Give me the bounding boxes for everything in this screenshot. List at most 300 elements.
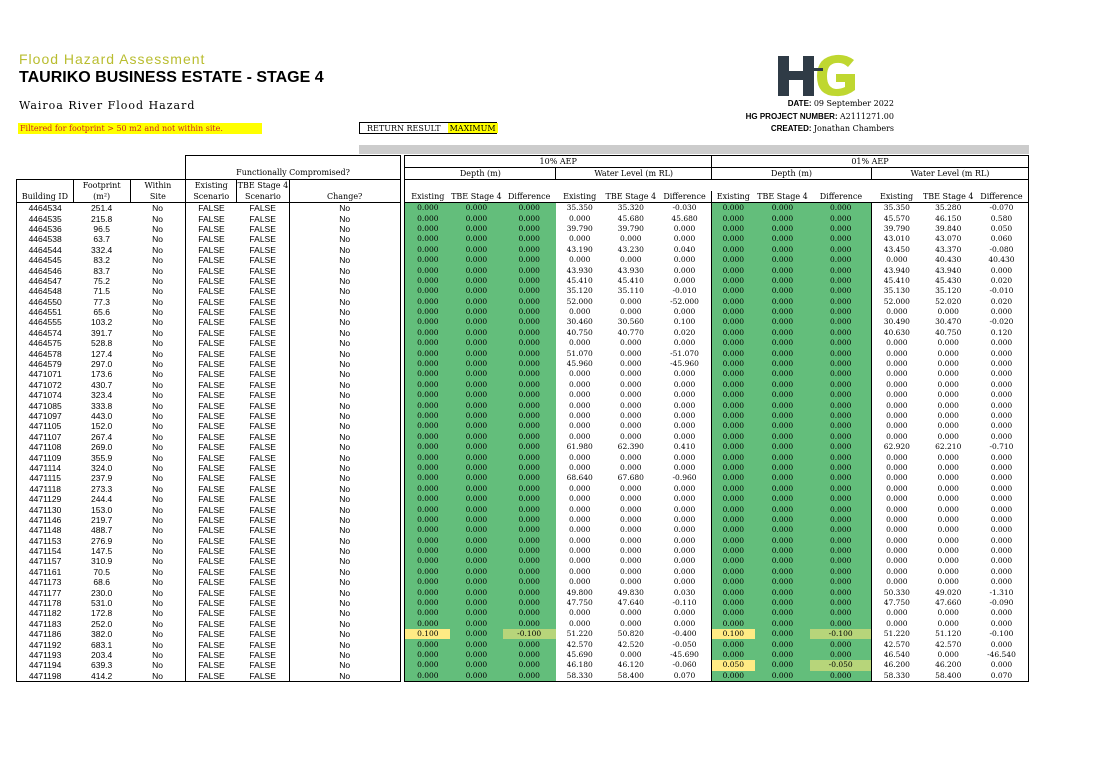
cell-value: -0.060: [658, 660, 711, 670]
cell-tbe: FALSE: [249, 618, 276, 629]
cell-value: 0.000: [503, 317, 556, 327]
cell-value: 0.000: [755, 536, 811, 546]
cell-value: -1.310: [975, 587, 1029, 597]
cell-value: 0.000: [405, 203, 450, 214]
cell-value: 0.000: [450, 598, 502, 608]
cell-building-id: 4464538: [17, 234, 74, 244]
cell-footprint: 230.0: [91, 587, 113, 598]
cell-value: 43.230: [617, 244, 644, 254]
cell-footprint: 96.5: [93, 223, 110, 234]
cell-value: 0.000: [568, 462, 591, 472]
cell-value: 0.000: [503, 671, 556, 682]
cell-value: 0.000: [975, 473, 1029, 483]
cell-value: 0.000: [937, 566, 959, 576]
cell-within-site: No: [152, 566, 164, 577]
table-row: [17, 255, 1029, 265]
table-row: [17, 307, 1029, 317]
cell-value: 0.000: [620, 431, 642, 441]
cell-value: 0.000: [450, 369, 502, 379]
cell-building-id: 4471130: [17, 504, 74, 514]
cell-existing: FALSE: [186, 494, 237, 504]
cell-within-site: No: [152, 639, 164, 650]
cell-value: 52.020: [935, 296, 962, 306]
cell-footprint: 152.0: [91, 421, 113, 432]
cell-tbe: FALSE: [249, 379, 276, 390]
cell-value: 0.000: [503, 452, 556, 462]
cell-value: 0.000: [810, 265, 871, 275]
cell-value: 0.000: [658, 452, 711, 462]
cell-value: 0.000: [503, 234, 556, 244]
cell-value: 46.540: [872, 650, 922, 660]
cell-change: No: [289, 629, 400, 639]
cell-value: 0.000: [405, 265, 450, 275]
cell-tbe: FALSE: [249, 275, 276, 286]
cell-value: 51.220: [872, 629, 922, 639]
cell-value: 0.000: [405, 276, 450, 286]
cell-value: 0.000: [975, 660, 1029, 670]
table-row: [17, 587, 1029, 597]
cell-value: 50.820: [617, 629, 644, 639]
cell-existing: FALSE: [186, 473, 237, 483]
cell-tbe: FALSE: [249, 411, 276, 421]
cell-value: 0.000: [810, 432, 871, 442]
cell-value: 0.000: [503, 213, 556, 223]
cell-value: 0.000: [503, 245, 556, 255]
cell-value: 0.000: [658, 515, 711, 525]
cell-value: 0.000: [405, 619, 450, 629]
header-depth-01: Depth (m): [712, 168, 872, 180]
cell-value: 0.000: [620, 546, 642, 556]
table-row: [17, 348, 1029, 358]
cell-footprint: 297.0: [91, 359, 113, 370]
cell-change: No: [289, 286, 400, 296]
cell-value: 0.000: [810, 286, 871, 296]
cell-value: 0.000: [712, 556, 755, 566]
cell-change: No: [289, 556, 400, 566]
cell-building-id: 4471146: [17, 515, 74, 525]
cell-value: 0.000: [975, 452, 1029, 462]
cell-change: No: [289, 639, 400, 649]
cell-value: 0.000: [450, 328, 502, 338]
cell-value: 0.000: [712, 265, 755, 275]
table-row: [17, 598, 1029, 608]
cell-value: 0.000: [712, 432, 755, 442]
cell-value: 0.000: [503, 463, 556, 473]
cell-footprint: 382.0: [91, 629, 113, 640]
cell-building-id: 4464545: [17, 255, 74, 265]
cell-value: 0.000: [810, 421, 871, 431]
cell-value: 0.000: [755, 556, 811, 566]
cell-value: 0.000: [712, 411, 755, 421]
cell-change: No: [289, 452, 400, 462]
cell-value: 0.000: [620, 369, 642, 379]
cell-value: 0.000: [712, 650, 755, 660]
cell-value: 0.000: [755, 286, 811, 296]
cell-value: 0.000: [712, 515, 755, 525]
header-tbe-col: TBE Stage 4: [922, 191, 974, 201]
cell-value: 35.110: [617, 286, 644, 296]
cell-value: 0.000: [810, 608, 871, 618]
cell-value: 43.450: [872, 245, 922, 255]
cell-value: 0.000: [658, 504, 711, 514]
cell-within-site: No: [152, 338, 164, 349]
cell-value: 0.000: [658, 338, 711, 348]
cell-value: 0.000: [405, 348, 450, 358]
cell-value: 0.000: [810, 556, 871, 566]
cell-existing: FALSE: [186, 671, 237, 682]
cell-value: 0.000: [975, 369, 1029, 379]
cell-within-site: No: [152, 442, 164, 453]
cell-value: 0.000: [405, 328, 450, 338]
cell-value: -46.540: [975, 650, 1029, 660]
table-row: [17, 452, 1029, 462]
cell-within-site: No: [152, 629, 164, 640]
cell-value: 0.000: [755, 359, 811, 369]
cell-footprint: 244.4: [91, 494, 113, 505]
cell-value: 0.000: [810, 390, 871, 400]
cell-within-site: No: [152, 577, 164, 588]
cell-tbe: FALSE: [249, 452, 276, 463]
cell-building-id: 4471085: [17, 400, 74, 410]
cell-value: 0.000: [620, 618, 642, 628]
cell-value: 0.000: [975, 307, 1029, 317]
cell-tbe: FALSE: [249, 473, 276, 484]
cell-value: -0.030: [658, 203, 711, 214]
cell-value: 0.000: [450, 442, 502, 452]
cell-value: 0.000: [658, 276, 711, 286]
cell-building-id: 4471177: [17, 587, 74, 597]
cell-change: No: [289, 245, 400, 255]
cell-value: 0.000: [712, 380, 755, 390]
cell-value: 0.000: [658, 494, 711, 504]
cell-footprint: 252.0: [91, 618, 113, 629]
cell-value: 0.000: [503, 525, 556, 535]
cell-value: 0.000: [755, 245, 811, 255]
cell-change: No: [289, 234, 400, 244]
cell-building-id: 4471118: [17, 484, 74, 494]
cell-value: 0.000: [755, 525, 811, 535]
cell-value: 0.000: [568, 431, 591, 441]
cell-value: 0.000: [810, 245, 871, 255]
cell-value: 0.000: [712, 359, 755, 369]
cell-existing: FALSE: [186, 442, 237, 452]
cell-value: 0.000: [658, 525, 711, 535]
cell-building-id: 4464575: [17, 338, 74, 348]
cell-value: 0.000: [810, 650, 871, 660]
cell-value: 0.000: [450, 390, 502, 400]
cell-value: 0.000: [810, 442, 871, 452]
cell-value: 58.330: [556, 671, 604, 682]
cell-value: 0.000: [405, 525, 450, 535]
cell-footprint: 683.1: [91, 639, 113, 650]
cell-value: 0.000: [872, 400, 922, 410]
cell-value: 0.000: [937, 411, 959, 420]
cell-tbe: FALSE: [249, 608, 276, 619]
cell-tbe: FALSE: [249, 390, 276, 401]
cell-value: 45.410: [566, 275, 593, 285]
cell-tbe: FALSE: [249, 556, 276, 567]
cell-footprint: 83.2: [93, 255, 110, 266]
cell-value: 0.000: [450, 421, 502, 431]
cell-value: 39.790: [872, 224, 922, 234]
cell-within-site: No: [152, 317, 164, 328]
cell-value: 0.000: [872, 421, 922, 431]
cell-value: 0.000: [810, 348, 871, 358]
cell-within-site: No: [152, 608, 164, 619]
cell-value: 0.000: [503, 432, 556, 442]
table-row: [17, 660, 1029, 670]
cell-value: 0.000: [405, 307, 450, 317]
cell-within-site: No: [152, 213, 164, 224]
cell-value: 0.000: [405, 245, 450, 255]
cell-value: 0.000: [755, 307, 811, 317]
table-row: [17, 577, 1029, 587]
cell-value: 0.000: [503, 297, 556, 307]
cell-value: 35.120: [566, 286, 593, 296]
cell-building-id: 4471109: [17, 452, 74, 462]
header-diff-col: Difference: [975, 191, 1029, 203]
cell-within-site: No: [152, 265, 164, 276]
cell-value: 0.000: [975, 421, 1029, 431]
cell-value: 0.000: [568, 338, 591, 348]
cell-value: 0.000: [503, 473, 556, 483]
cell-value: 0.000: [712, 598, 755, 608]
cell-within-site: No: [152, 649, 164, 660]
cell-value: 0.000: [872, 432, 922, 442]
cell-change: No: [289, 546, 400, 556]
cell-value: 0.000: [810, 515, 871, 525]
cell-value: 0.100: [712, 629, 755, 639]
cell-building-id: 4471192: [17, 639, 74, 649]
cell-value: 0.000: [937, 359, 959, 369]
cell-value: 49.830: [617, 587, 644, 597]
cell-value: 0.000: [810, 224, 871, 234]
cell-value: 0.000: [872, 515, 922, 525]
cell-building-id: 4471072: [17, 380, 74, 390]
cell-within-site: No: [152, 546, 164, 557]
cell-within-site: No: [152, 390, 164, 401]
cell-building-id: 4471198: [17, 671, 74, 682]
cell-value: 40.770: [617, 327, 644, 337]
cell-value: 43.940: [935, 265, 962, 275]
cell-existing: FALSE: [186, 536, 237, 546]
cell-value: -45.690: [658, 650, 711, 660]
cell-value: 0.000: [620, 525, 642, 535]
header-wl-01: Water Level (m RL): [872, 168, 1029, 180]
cell-value: 0.000: [712, 224, 755, 234]
cell-value: 0.000: [937, 608, 959, 618]
table-row: [17, 556, 1029, 566]
cell-footprint: 237.9: [91, 473, 113, 484]
cell-building-id: 4464555: [17, 317, 74, 327]
cell-value: 0.000: [450, 587, 502, 597]
cell-change: No: [289, 203, 400, 214]
cell-existing: FALSE: [186, 286, 237, 296]
cell-value: -0.050: [658, 639, 711, 649]
cell-value: 0.000: [620, 649, 642, 659]
cell-value: 52.000: [872, 297, 922, 307]
cell-value: -0.080: [975, 245, 1029, 255]
cell-change: No: [289, 671, 400, 682]
cell-existing: FALSE: [186, 348, 237, 358]
cell-value: 0.000: [568, 234, 591, 244]
cell-tbe: FALSE: [249, 660, 276, 671]
cell-value: 0.000: [712, 525, 755, 535]
cell-value: 0.000: [405, 536, 450, 546]
cell-change: No: [289, 411, 400, 421]
cell-building-id: 4471097: [17, 411, 74, 421]
cell-change: No: [289, 224, 400, 234]
header-existing: Existing: [186, 180, 237, 192]
table-row: [17, 224, 1029, 234]
header-tbe-col: TBE Stage 4: [605, 191, 657, 201]
cell-building-id: 4471154: [17, 546, 74, 556]
cell-value: 0.000: [450, 234, 502, 244]
cell-value: 0.000: [937, 379, 959, 389]
cell-building-id: 4464547: [17, 276, 74, 286]
cell-tbe: FALSE: [249, 286, 276, 297]
cell-value: 49.020: [935, 587, 962, 597]
cell-value: 0.000: [568, 421, 591, 431]
meta-created: CREATED: Jonathan Chambers: [770, 124, 894, 133]
cell-existing: FALSE: [186, 390, 237, 400]
header-existing-scenario: Scenario: [186, 191, 237, 203]
cell-building-id: 4464536: [17, 224, 74, 234]
cell-value: 0.000: [937, 400, 959, 410]
cell-value: 0.000: [620, 307, 642, 317]
cell-value: 0.000: [405, 359, 450, 369]
cell-value: 47.750: [872, 598, 922, 608]
cell-value: 0.000: [503, 608, 556, 618]
cell-value: 0.000: [658, 484, 711, 494]
cell-tbe: FALSE: [249, 504, 276, 515]
cell-value: 0.000: [810, 463, 871, 473]
cell-value: 0.000: [450, 536, 502, 546]
cell-value: 45.430: [935, 275, 962, 285]
cell-value: 0.000: [712, 255, 755, 265]
cell-building-id: 4464544: [17, 245, 74, 255]
cell-value: 0.000: [872, 380, 922, 390]
cell-value: 0.000: [872, 452, 922, 462]
cell-value: 0.000: [568, 618, 591, 628]
cell-existing: FALSE: [186, 224, 237, 234]
cell-value: 0.000: [503, 650, 556, 660]
cell-value: 0.000: [450, 452, 502, 462]
cell-value: 0.000: [712, 328, 755, 338]
cell-value: 0.000: [658, 556, 711, 566]
cell-within-site: No: [152, 223, 164, 234]
cell-value: 0.000: [450, 286, 502, 296]
cell-change: No: [289, 525, 400, 535]
cell-value: 0.000: [937, 535, 959, 545]
cell-within-site: No: [152, 535, 164, 546]
cell-value: 0.000: [405, 390, 450, 400]
header-functional: Functionally Compromised?: [186, 168, 401, 180]
cell-value: 0.000: [755, 598, 811, 608]
cell-value: 45.570: [872, 213, 922, 223]
cell-value: 0.000: [405, 400, 450, 410]
table-row: [17, 369, 1029, 379]
cell-value: 0.000: [450, 380, 502, 390]
header-within-site: Site: [130, 191, 186, 203]
cell-value: 0.000: [712, 452, 755, 462]
cell-value: 47.660: [935, 598, 962, 608]
table-row: [17, 213, 1029, 223]
cell-value: 0.000: [620, 400, 642, 410]
cell-footprint: 172.8: [91, 608, 113, 619]
cell-value: 0.000: [620, 494, 642, 504]
cell-tbe: FALSE: [249, 400, 276, 411]
cell-within-site: No: [152, 494, 164, 505]
cell-tbe: FALSE: [249, 649, 276, 660]
cell-value: -0.010: [658, 286, 711, 296]
meta-project: HG PROJECT NUMBER: A2111271.00: [745, 112, 894, 121]
cell-building-id: 4471193: [17, 650, 74, 660]
cell-value: 0.000: [450, 255, 502, 265]
cell-value: 0.410: [658, 442, 711, 452]
cell-footprint: 273.3: [91, 483, 113, 494]
cell-value: 43.190: [566, 244, 593, 254]
cell-value: 0.000: [568, 566, 591, 576]
cell-value: 0.000: [450, 639, 502, 649]
cell-value: 61.980: [566, 442, 593, 452]
flood-hazard-table: [16, 155, 1029, 682]
cell-value: 0.000: [450, 297, 502, 307]
cell-value: 0.030: [658, 587, 711, 597]
cell-value: 0.000: [872, 504, 922, 514]
cell-value: 0.000: [810, 213, 871, 223]
cell-value: 46.180: [566, 660, 593, 670]
cell-value: 0.000: [755, 494, 811, 504]
cell-value: 0.000: [712, 307, 755, 317]
cell-value: 0.000: [568, 577, 591, 587]
cell-value: 0.000: [712, 442, 755, 452]
table-row: [17, 276, 1029, 286]
cell-change: No: [289, 213, 400, 223]
cell-existing: FALSE: [186, 400, 237, 410]
table-row: [17, 608, 1029, 618]
cell-footprint: 68.6: [93, 577, 110, 588]
cell-footprint: 219.7: [91, 514, 113, 525]
cell-value: 0.000: [658, 390, 711, 400]
cell-building-id: 4471186: [17, 629, 74, 639]
cell-value: 0.000: [712, 473, 755, 483]
cell-value: 0.000: [712, 671, 755, 682]
cell-footprint: 391.7: [91, 327, 113, 338]
cell-building-id: 4464546: [17, 265, 74, 275]
cell-value: 0.000: [450, 660, 502, 670]
cell-within-site: No: [152, 514, 164, 525]
cell-change: No: [289, 317, 400, 327]
cell-value: 0.000: [872, 473, 922, 483]
header-tbe-col: TBE Stage 4: [755, 191, 811, 203]
cell-building-id: 4471183: [17, 619, 74, 629]
cell-value: 0.000: [620, 255, 642, 265]
cell-value: 0.000: [503, 587, 556, 597]
table-row: [17, 265, 1029, 275]
cell-value: 45.960: [566, 359, 593, 369]
cell-value: 0.000: [568, 390, 591, 400]
header-row-2: [17, 168, 1029, 180]
table-row: [17, 567, 1029, 577]
cell-existing: FALSE: [186, 639, 237, 649]
cell-building-id: 4471074: [17, 390, 74, 400]
cell-building-id: 4471115: [17, 473, 74, 483]
cell-existing: FALSE: [186, 213, 237, 223]
cell-value: 0.000: [872, 348, 922, 358]
cell-value: 40.430: [975, 255, 1029, 265]
cell-value: 0.000: [712, 276, 755, 286]
